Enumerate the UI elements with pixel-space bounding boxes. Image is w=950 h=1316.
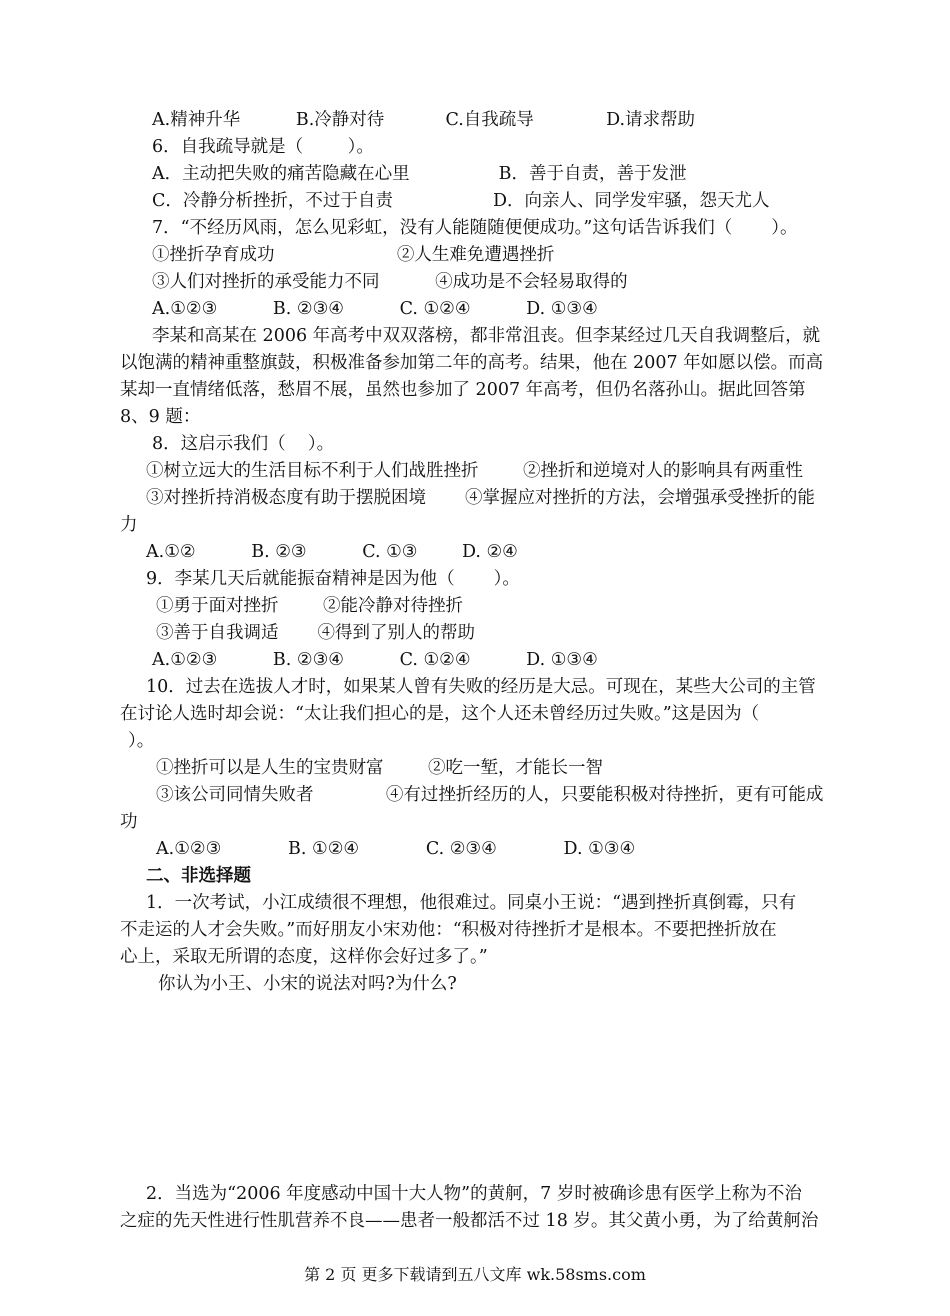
text-line: 之症的先天性进行性肌营养不良——患者一般都活不过 18 岁。其父黄小勇，为了给黄舸治 — [120, 1211, 819, 1231]
text-line: ①挫折可以是人生的宝贵财富 ②吃一堑，才能长一智 — [156, 758, 604, 778]
text-line: 某却一直情绪低落，愁眉不展，虽然也参加了 2007 年高考，但仍名落孙山。据此回答第 — [120, 380, 806, 400]
text-line: ③人们对挫折的承受能力不同 ④成功是不会轻易取得的 — [152, 272, 628, 292]
text-line: 功 — [120, 812, 138, 832]
text-line: 力 — [120, 515, 138, 535]
text-line: 1．一次考试，小江成绩很不理想，他很难过。同桌小王说：“遇到挫折真倒霉，只有 — [146, 893, 797, 913]
text-line: C．冷静分析挫折，不过于自责 D．向亲人、同学发牢骚，怨天尤人 — [152, 191, 770, 211]
text-line: ①树立远大的生活目标不利于人们战胜挫折 ②挫折和逆境对人的影响具有两重性 — [146, 461, 803, 481]
text-line: 2．当选为“2006 年度感动中国十大人物”的黄舸，7 岁时被确诊患有医学上称为不治 — [146, 1184, 802, 1204]
text-line: 心上，采取无所谓的态度，这样你会好过多了。” — [120, 947, 488, 967]
text-line: 不走运的人才会失败。”而好朋友小宋劝他：“积极对待挫折才是根本。不要把挫折放在 — [120, 920, 777, 940]
text-line: 二、非选择题 — [146, 866, 251, 886]
text-line: 以饱满的精神重整旗鼓，积极准备参加第二年的高考。结果，他在 2007 年如愿以偿。而高 — [120, 353, 824, 373]
text-line: ③善于自我调适 ④得到了别人的帮助 — [156, 623, 475, 643]
text-line: ①挫折孕育成功 ②人生难免遭遇挫折 — [152, 245, 555, 265]
text-line: 李某和高某在 2006 年高考中双双落榜，都非常沮丧。但李某经过几天自我调整后，就 — [152, 326, 821, 346]
text-line: ③该公司同情失败者 ④有过挫折经历的人，只要能积极对待挫折，更有可能成 — [156, 785, 824, 805]
text-line: 在讨论人选时却会说：“太让我们担心的是，这个人还未曾经历过失败。”这是因为（ — [120, 704, 760, 724]
page-footer: 第 2 页 更多下载请到五八文库 wk.58sms.com — [304, 1265, 646, 1284]
text-line: ）。 — [128, 731, 155, 751]
text-line: A.①② B. ②③ C. ①③ D. ②④ — [146, 542, 518, 562]
text-line: ③对挫折持消极态度有助于摆脱困境 ④掌握应对挫折的方法，会增强承受挫折的能 — [146, 488, 815, 508]
text-line: ①勇于面对挫折 ②能冷静对待挫折 — [156, 596, 464, 616]
text-line: 8、9 题： — [120, 407, 201, 427]
text-line: A.精神升华 B.冷静对待 C.自我疏导 D.请求帮助 — [152, 110, 696, 130]
text-line: 你认为小王、小宋的说法对吗?为什么? — [158, 974, 457, 994]
text-line: A.①②③ B. ①②④ C. ②③④ D. ①③④ — [156, 839, 636, 859]
text-line: A.①②③ B. ②③④ C. ①②④ D. ①③④ — [152, 299, 598, 319]
text-line: 7．“不经历风雨，怎么见彩虹，没有人能随随便便成功。”这句话告诉我们（ ）。 — [152, 218, 798, 238]
text-line: 9．李某几天后就能振奋精神是因为他（ ）。 — [146, 569, 520, 589]
text-line: A．主动把失败的痛苦隐藏在心里 B．善于自责，善于发泄 — [152, 164, 687, 184]
text-line: A.①②③ B. ②③④ C. ①②④ D. ①③④ — [152, 650, 598, 670]
text-line: 6．自我疏导就是（ ）。 — [152, 137, 374, 157]
text-line: 10．过去在选拔人才时，如果某人曾有失败的经历是大忌。可现在，某些大公司的主管 — [146, 677, 816, 697]
text-line: 8．这启示我们（ ）。 — [152, 434, 335, 454]
